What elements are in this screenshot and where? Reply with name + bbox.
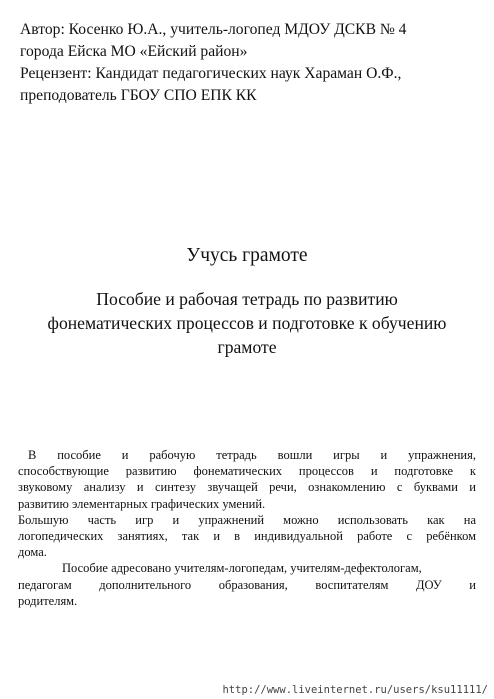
source-url-watermark: http://www.liveinternet.ru/users/ksu11111/: [222, 684, 488, 696]
paragraph-line: В пособие и рабочую тетрадь вошли игры и упражнения,: [28, 448, 476, 462]
paragraph-line: развитию элементарных графических умений.: [18, 496, 266, 511]
paragraph-line: логопедических занятиях, так и в индивидуальной работе с ребёнком: [18, 529, 476, 544]
author-line: Автор: Косенко Ю.А., учитель-логопед МДОУ ДСКВ № 4: [20, 21, 407, 38]
paragraph-line: дома.: [18, 545, 47, 560]
document-title: Учусь грамоте: [186, 245, 308, 266]
author-info: [20, 19, 480, 107]
subtitle-line: фонематических процессов и подготовке к обучению: [47, 313, 447, 333]
author-city-line: города Ейска МО «Ейский район»: [20, 43, 248, 60]
reviewer-position-line: преподователь ГБОУ СПО ЕПК КК: [20, 87, 257, 104]
subtitle-line: Пособие и рабочая тетрадь по развитию: [96, 289, 398, 309]
paragraph-line: педагогам дополнительного образования, воспитателям ДОУ и: [18, 577, 476, 592]
reviewer-line: Рецензент: Кандидат педагогических наук Хараман О.Ф.,: [20, 65, 402, 82]
paragraph-line: родителям.: [18, 593, 78, 608]
subtitle-line: грамоте: [217, 337, 277, 357]
paragraph-line: Пособие адресовано учителям-логопедам, учителям-дефектологам,: [62, 561, 422, 576]
paragraph-line: способствующие развитию фонематических процессов и подготовке к: [18, 464, 476, 479]
paragraph-line: Большую часть игр и упражнений можно использовать как на: [18, 512, 476, 527]
document-subtitle: [30, 287, 464, 359]
description-text: [18, 447, 476, 609]
paragraph-line: звуковому анализу и синтезу звучащей речи, ознакомлению с буквами и: [18, 480, 476, 495]
